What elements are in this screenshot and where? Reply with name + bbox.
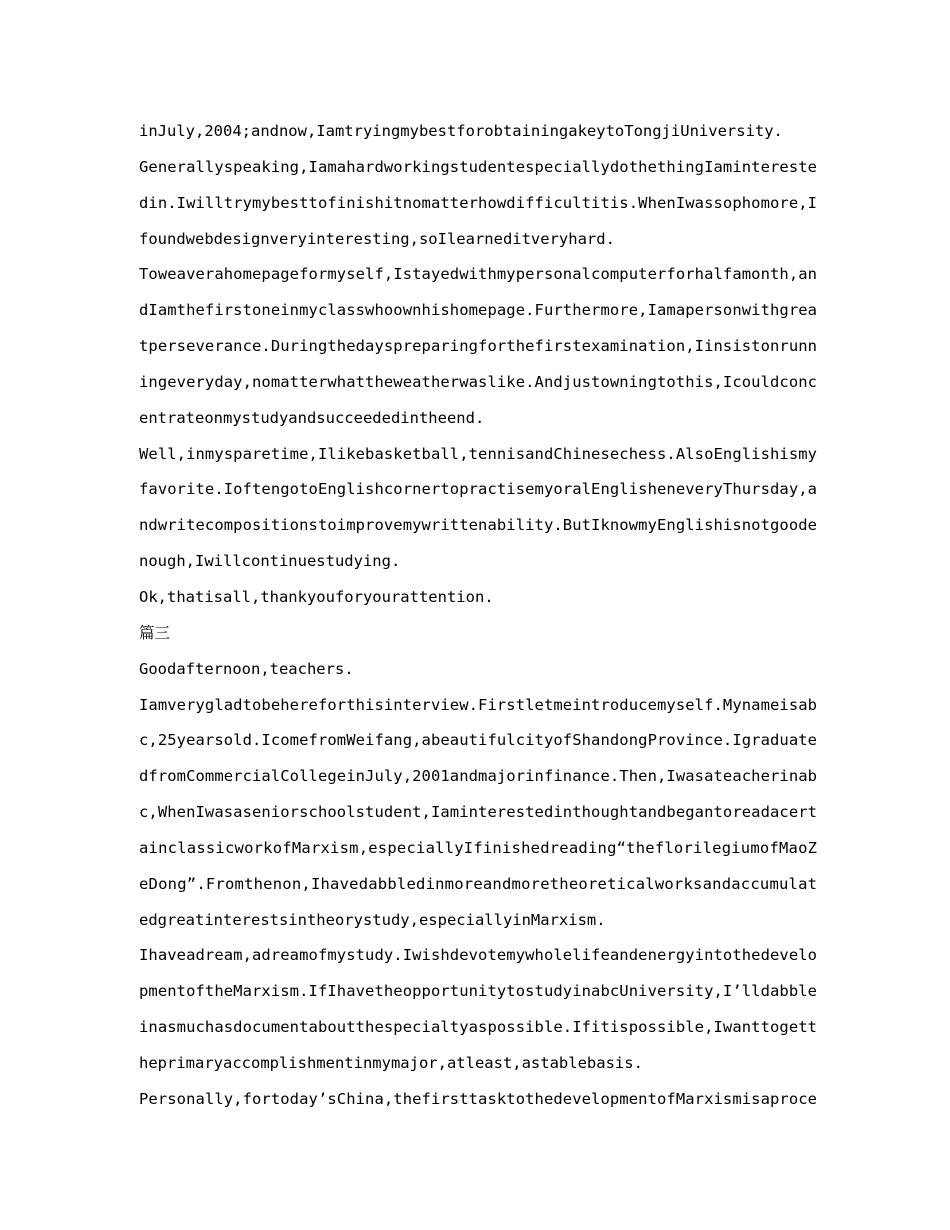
- text-line: foundwebdesignveryinteresting,soIlearneditveryhard.: [139, 229, 615, 248]
- text-line: entrateonmystudyandsucceededintheend.: [139, 408, 485, 427]
- text-line: nough,Iwillcontinuestudying.: [139, 552, 401, 571]
- text-line: Ok,thatisall,thankyouforyourattention.: [139, 587, 494, 606]
- text-line: heprimaryaccomplishmentinmymajor,atleast,astablebasis.: [139, 1053, 643, 1072]
- text-line: inJuly,2004;andnow,IamtryingmybestforobtainingakeytoTongjiUniversity.: [139, 122, 783, 140]
- text-line: tperseverance.Duringthedayspreparingforthefirstexamination,Iinsistonrunn: [139, 337, 817, 356]
- text-line: Toweaverahomepageformyself,Istayedwithmypersonalcomputerforhalfamonth,an: [139, 265, 817, 284]
- text-line: Iamverygladtobehereforthisinterview.Firstletmeintroducemyself.Mynameisab: [139, 695, 817, 714]
- document-body: [139, 114, 817, 1118]
- text-line: ingeveryday,nomatterwhattheweatherwaslike.Andjustowningtothis,Icouldconc: [139, 372, 817, 391]
- text-line: edgreatinterestsintheorystudy,especiallyinMarxism.: [139, 910, 606, 929]
- text-line: inasmuchasdocumentaboutthespecialtyaspossible.Ifitispossible,Iwanttogett: [139, 1018, 817, 1037]
- text-line: din.Iwilltrymybesttofinishitnomatterhowdifficultitis.WhenIwassophomore,I: [139, 193, 817, 212]
- text-line: favorite.IoftengotoEnglishcornertopractisemyoralEnglisheneveryThursday,a: [139, 480, 817, 499]
- text-line: c,25yearsold.IcomefromWeifang,abeautifulcityofShandongProvince.Igraduate: [139, 731, 817, 750]
- text-line: Generallyspeaking,IamahardworkingstudentespeciallydothethingIamintereste: [139, 157, 817, 176]
- text-line: Well,inmysparetime,Ilikebasketball,tennisandChinesechess.AlsoEnglishismy: [139, 444, 817, 463]
- text-line: Ihaveadream,adreamofmystudy.Iwishdevotemywholelifeandenergyintothedevelo: [139, 946, 817, 965]
- text-line: eDong”.Fromthenon,Ihavedabbledinmoreandmoretheoreticalworksandaccumulat: [139, 874, 817, 893]
- text-line: Personally,fortoday’sChina,thefirsttasktothedevelopmentofMarxismisaproce: [139, 1089, 817, 1108]
- text-line: Goodafternoon,teachers.: [139, 659, 354, 678]
- text-line: pmentoftheMarxism.IfIhavetheopportunitytostudyinabcUniversity,I’lldabble: [139, 982, 817, 1001]
- text-line: ainclassicworkofMarxism,especiallyIfinishedreading“theflorilegiumofMaoZ: [139, 838, 817, 857]
- text-line: 篇三: [139, 623, 171, 642]
- text-line: ndwritecompositionstoimprovemywrittenability.ButIknowmyEnglishisnotgoode: [139, 516, 817, 535]
- text-line: c,WhenIwasaseniorschoolstudent,Iaminterestedinthoughtandbegantoreadacert: [139, 803, 817, 822]
- text-line: dfromCommercialCollegeinJuly,2001andmajorinfinance.Then,Iwasateacherinab: [139, 767, 817, 786]
- text-line: dIamthefirstoneinmyclasswhoownhishomepage.Furthermore,Iamapersonwithgrea: [139, 301, 817, 320]
